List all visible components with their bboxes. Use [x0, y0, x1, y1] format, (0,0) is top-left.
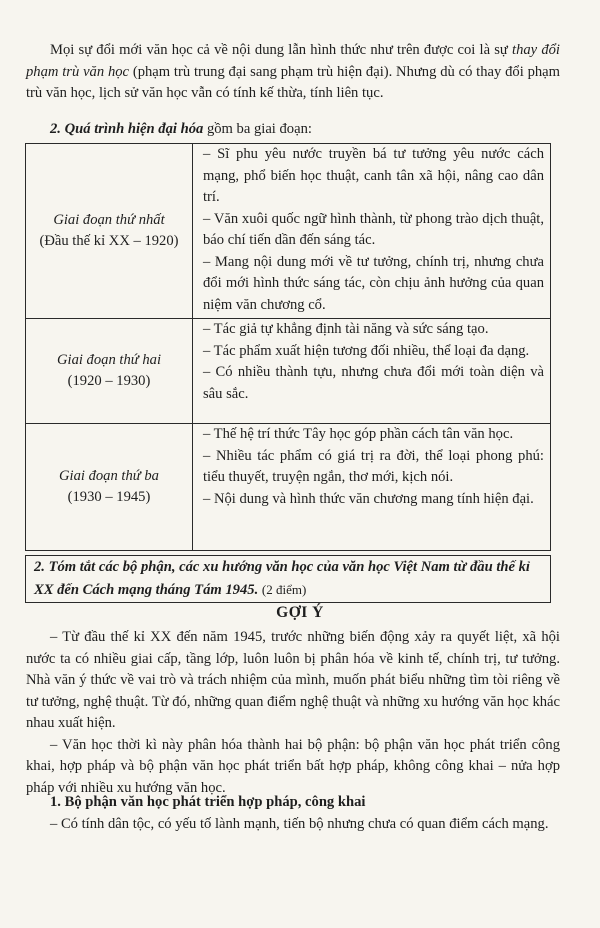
question-score: (2 điểm)	[261, 581, 307, 597]
intro-text-end: (phạm trù trung đại sang phạm trù hiện đại). Nhưng dù có thay đổi phạm trù văn học, lịch sử văn học vẫn có tính kế thừa, tính liên tục.	[26, 63, 560, 101]
table-row	[26, 319, 551, 424]
stages-table	[25, 143, 551, 551]
intro-paragraph	[26, 40, 560, 105]
stage-point: – Nội dung và hình thức văn chương mang tính hiện đại.	[203, 490, 534, 507]
stage-point: – Tác phẩm xuất hiện tương đối nhiều, thể loại đa dạng.	[203, 342, 530, 359]
table-row	[26, 424, 551, 551]
intro-term: thay đổi phạm trù văn học	[26, 42, 560, 80]
hint-paragraph: – Văn học thời kì này phân hóa thành hai bộ phận: bộ phận văn học phát triển công khai, hợp pháp và bộ phận văn học phát triển bất hợp pháp, không công khai – nửa hợp pháp với nhiều xu hướng văn học.	[26, 736, 560, 796]
stage-cell	[26, 144, 193, 319]
stage-name: Giai đoạn thứ ba	[59, 467, 159, 484]
subsection-title: 1. Bộ phận văn học phát triển hợp pháp, công khai	[50, 794, 366, 810]
question-box	[25, 555, 551, 603]
stage-point: – Mang nội dung mới về tư tưởng, chính trị, nhưng chưa đổi mới hình thức sáng tác, còn chịu ảnh hưởng của quan niệm văn chương cổ.	[203, 253, 544, 313]
section-2-title: 2. Quá trình hiện đại hóa	[50, 121, 204, 137]
section-2-heading	[26, 119, 560, 141]
stage-details	[193, 424, 551, 551]
stage-details	[193, 319, 551, 424]
hint-paragraph: – Từ đầu thế kỉ XX đến năm 1945, trước những biến động xảy ra quyết liệt, xã hội nước ta có nhiều giai cấp, tầng lớp, luôn luôn bị phân hóa về kinh tế, chính trị, tư tưởng. Nhà văn ý thức về vai trò và trách nhiệm của mình, muốn phát biểu những tìm tòi riêng về tư tưởng, nghệ thuật. Từ đó, những quan điểm nghệ thuật và những xu hướng văn học khác nhau xuất hiện.	[26, 629, 560, 731]
section-2-title-rest: gồm ba giai đoạn:	[203, 121, 312, 137]
stage-point: – Văn xuôi quốc ngữ hình thành, từ phong trào dịch thuật, báo chí tiến dần đến sáng tác.	[203, 210, 544, 248]
stage-name: Giai đoạn thứ hai	[56, 351, 162, 368]
stage-period: (1920 – 1930)	[67, 373, 151, 389]
stage-cell	[26, 319, 193, 424]
stage-period: (1930 – 1945)	[67, 489, 151, 505]
hint-title: GỢI Ý	[276, 604, 324, 621]
stage-point: – Có nhiều thành tựu, nhưng chưa đổi mới toàn diện và sâu sắc.	[203, 364, 544, 402]
stage-period: (Đầu thế kỉ XX – 1920)	[39, 233, 179, 249]
stage-point: – Tác giả tự khẳng định tài năng và sức sáng tạo.	[203, 321, 489, 337]
hint-body	[26, 627, 560, 799]
stage-point: – Nhiều tác phẩm có giá trị ra đời, thể loại phong phú: tiểu thuyết, truyện ngắn, thơ mới, kịch nói.	[203, 447, 544, 485]
question-text: 2. Tóm tắt các bộ phận, các xu hướng văn học của văn học Việt Nam từ đầu thế kỉ XX đến Cách mạng tháng Tám 1945.	[34, 559, 530, 598]
table-row	[26, 144, 551, 319]
stage-point: – Sĩ phu yêu nước truyền bá tư tưởng yêu nước cách mạng, phổ biến học thuật, canh tân xã hội, nâng cao dân trí.	[203, 146, 544, 205]
stage-cell	[26, 424, 193, 551]
intro-text-start: Mọi sự đổi mới văn học cả về nội dung lẫn hình thức như trên được coi là sự	[50, 42, 513, 58]
subsection-paragraph: – Có tính dân tộc, có yếu tố lành mạnh, tiến bộ nhưng chưa có quan điểm cách mạng.	[50, 815, 549, 832]
subsection-1	[26, 792, 560, 835]
stage-details	[193, 144, 551, 319]
stage-point: – Thế hệ trí thức Tây học góp phần cách tân văn học.	[203, 426, 514, 442]
stage-name: Giai đoạn thứ nhất	[53, 211, 165, 228]
